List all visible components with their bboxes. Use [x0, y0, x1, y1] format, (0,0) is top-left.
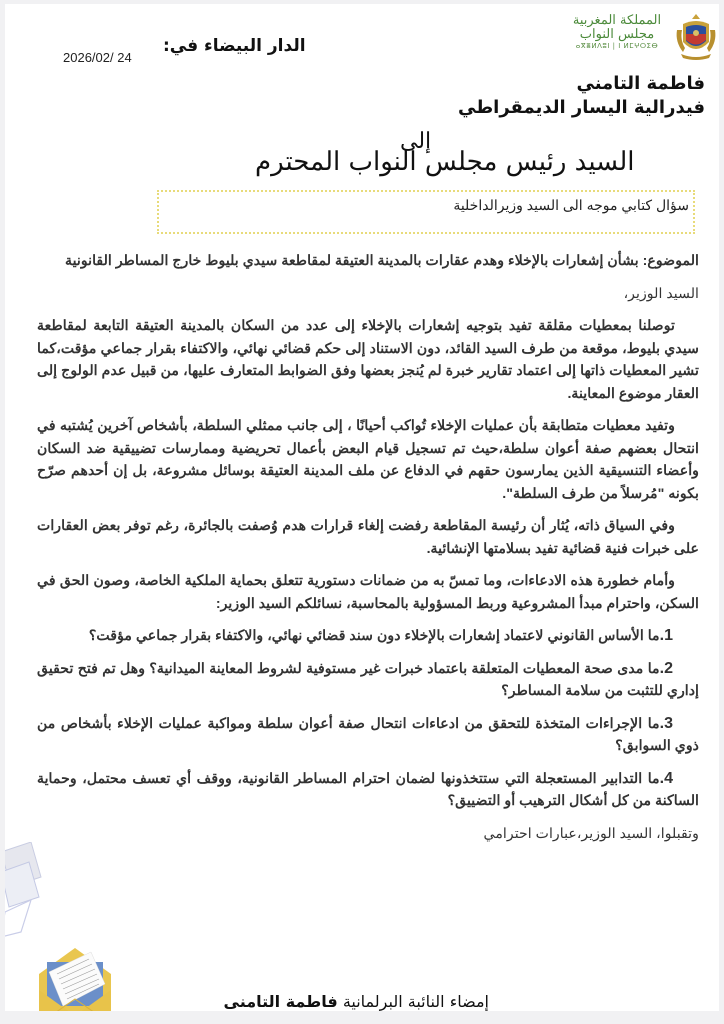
question-number: 3. — [659, 714, 673, 732]
stacked-papers-icon — [5, 842, 61, 942]
letter-page — [5, 4, 719, 1011]
question-item — [37, 625, 699, 648]
body-paragraph: وتفيد معطيات متطابقة بأن عمليات الإخلاء تُواكب أحيانًا ، إلى جانب ممثلي السلطة، بأشخاص آخرين يُشتبه في انتحال بعضهم صفة أعوان سلطة،حيث تم تسجيل قيام البعض بأعمال تحريضية وممارسات تضييقية ضد السكان وأعضاء التنسيقية الذين يمارسون حقهم في الدفاع عن ملف المدينة العتيقة بوسائل مشروعة، بل إن أحدهم صرّح بكونه "مُرسلاً من طرف السلطة". — [37, 418, 699, 502]
city-label: الدار البيضاء في: — [163, 36, 306, 56]
question-type-box — [157, 190, 695, 234]
sender-party: فيدرالية اليسار الديمقراطي — [458, 97, 705, 118]
open-envelope-letter-icon — [35, 944, 115, 1011]
logo-line-tifinagh: ⴰⴳⴻⵍⴷⵓⵏ | ⵏ ⵍⵎⵖⵔⵉⴱ — [575, 41, 659, 50]
body-paragraph: توصلنا بمعطيات مقلقة تفيد بتوجيه إشعارات بالإخلاء إلى عدد من السكان بالمدينة العتيقة التابعة لمقاطعة سيدي بليوط، موقعة من طرف السيد القائد، دون الاستناد إلى حكم قضائي نهائي، والاكتفاء بقرار جماعي مؤقت،كما تشير المعطيات ذاتها إلى اعتماد تقارير خبرة لم يُنجز بعضها وفق الضوابط المتعارف عليها، من قبيل عدم الولوج إلى العقار موضوع المعاينة. — [37, 318, 699, 402]
question-number: 1. — [659, 627, 673, 644]
logo-line-kingdom: المملكة المغربية — [572, 13, 662, 28]
signature-name: فاطمة التامنى — [223, 992, 338, 1011]
viewer-bottom-strip — [0, 1011, 724, 1024]
letter-salutation: السيد الوزير، — [623, 285, 699, 302]
question-number: 2. — [659, 659, 673, 677]
question-item — [37, 658, 699, 703]
question-text: ما مدى صحة المعطيات المتعلقة باعتماد خبرات غير مستوفية لشروط المعاينة الميدانية؟ وهل تم فتح تحقيق إداري للتثبت من سلامة المساطر؟ — [37, 660, 699, 699]
address-to: إلى — [400, 129, 432, 154]
parliament-logo — [567, 14, 667, 50]
logo-line-house: مجلس النواب — [579, 27, 655, 43]
body-paragraph: وأمام خطورة هذه الادعاءات، وما تمسّ به من ضمانات دستورية تتعلق بحماية الملكية الخاصة، وصون الحق في السكن، واحترام مبدأ المشروعية وربط المسؤولية بالمحاسبة، نسائلكم السيد الوزير: — [37, 573, 699, 612]
sender-name: فاطمة التامني — [576, 73, 705, 94]
moroccan-coat-of-arms-icon — [673, 12, 719, 62]
question-text: ما الإجراءات المتخذة للتحقق من ادعاءات انتحال صفة أعوان سلطة ومواكبة عمليات الإخلاء بأشخاص من ذوي السوابق؟ — [37, 715, 699, 754]
letter-body — [37, 250, 699, 855]
signature — [224, 992, 490, 1011]
question-item — [37, 713, 699, 758]
question-text: ما التدابير المستعجلة التي ستتخذونها لضمان احترام المساطر القانونية، ووقف أي تعسف محتمل، وحماية الساكنة من كل أشكال الترهيب أو التضييق؟ — [37, 770, 699, 809]
question-type-text: سؤال كتابي موجه الى السيد وزيرالداخلية — [453, 197, 689, 213]
question-item — [37, 768, 699, 813]
address-recipient: السيد رئيس مجلس النواب المحترم — [255, 147, 635, 177]
body-paragraph: وفي السياق ذاته، يُثار أن رئيسة المقاطعة رفضت إلغاء قرارات هدم وُصفت بالجائرة، رغم توفر بعض العقارات على خبرات فنية قضائية تفيد بسلامتها الإنشائية. — [37, 518, 699, 557]
letter-subject: الموضوع: بشأن إشعارات بالإخلاء وهدم عقارات بالمدينة العتيقة لمقاطعة سيدي بليوط خارج المساطر القانونية — [65, 253, 699, 269]
letter-closing: وتقبلوا، السيد الوزير،عبارات احترامي — [483, 825, 699, 842]
signature-prefix: إمضاء النائبة البرلمانية — [342, 992, 489, 1011]
question-number: 4. — [659, 769, 673, 787]
letter-date: 2026/02/ 24 — [63, 50, 132, 65]
question-text: ما الأساس القانوني لاعتماد إشعارات بالإخلاء دون سند قضائي نهائي، والاكتفاء بقرار جماعي مؤقت؟ — [88, 628, 660, 644]
